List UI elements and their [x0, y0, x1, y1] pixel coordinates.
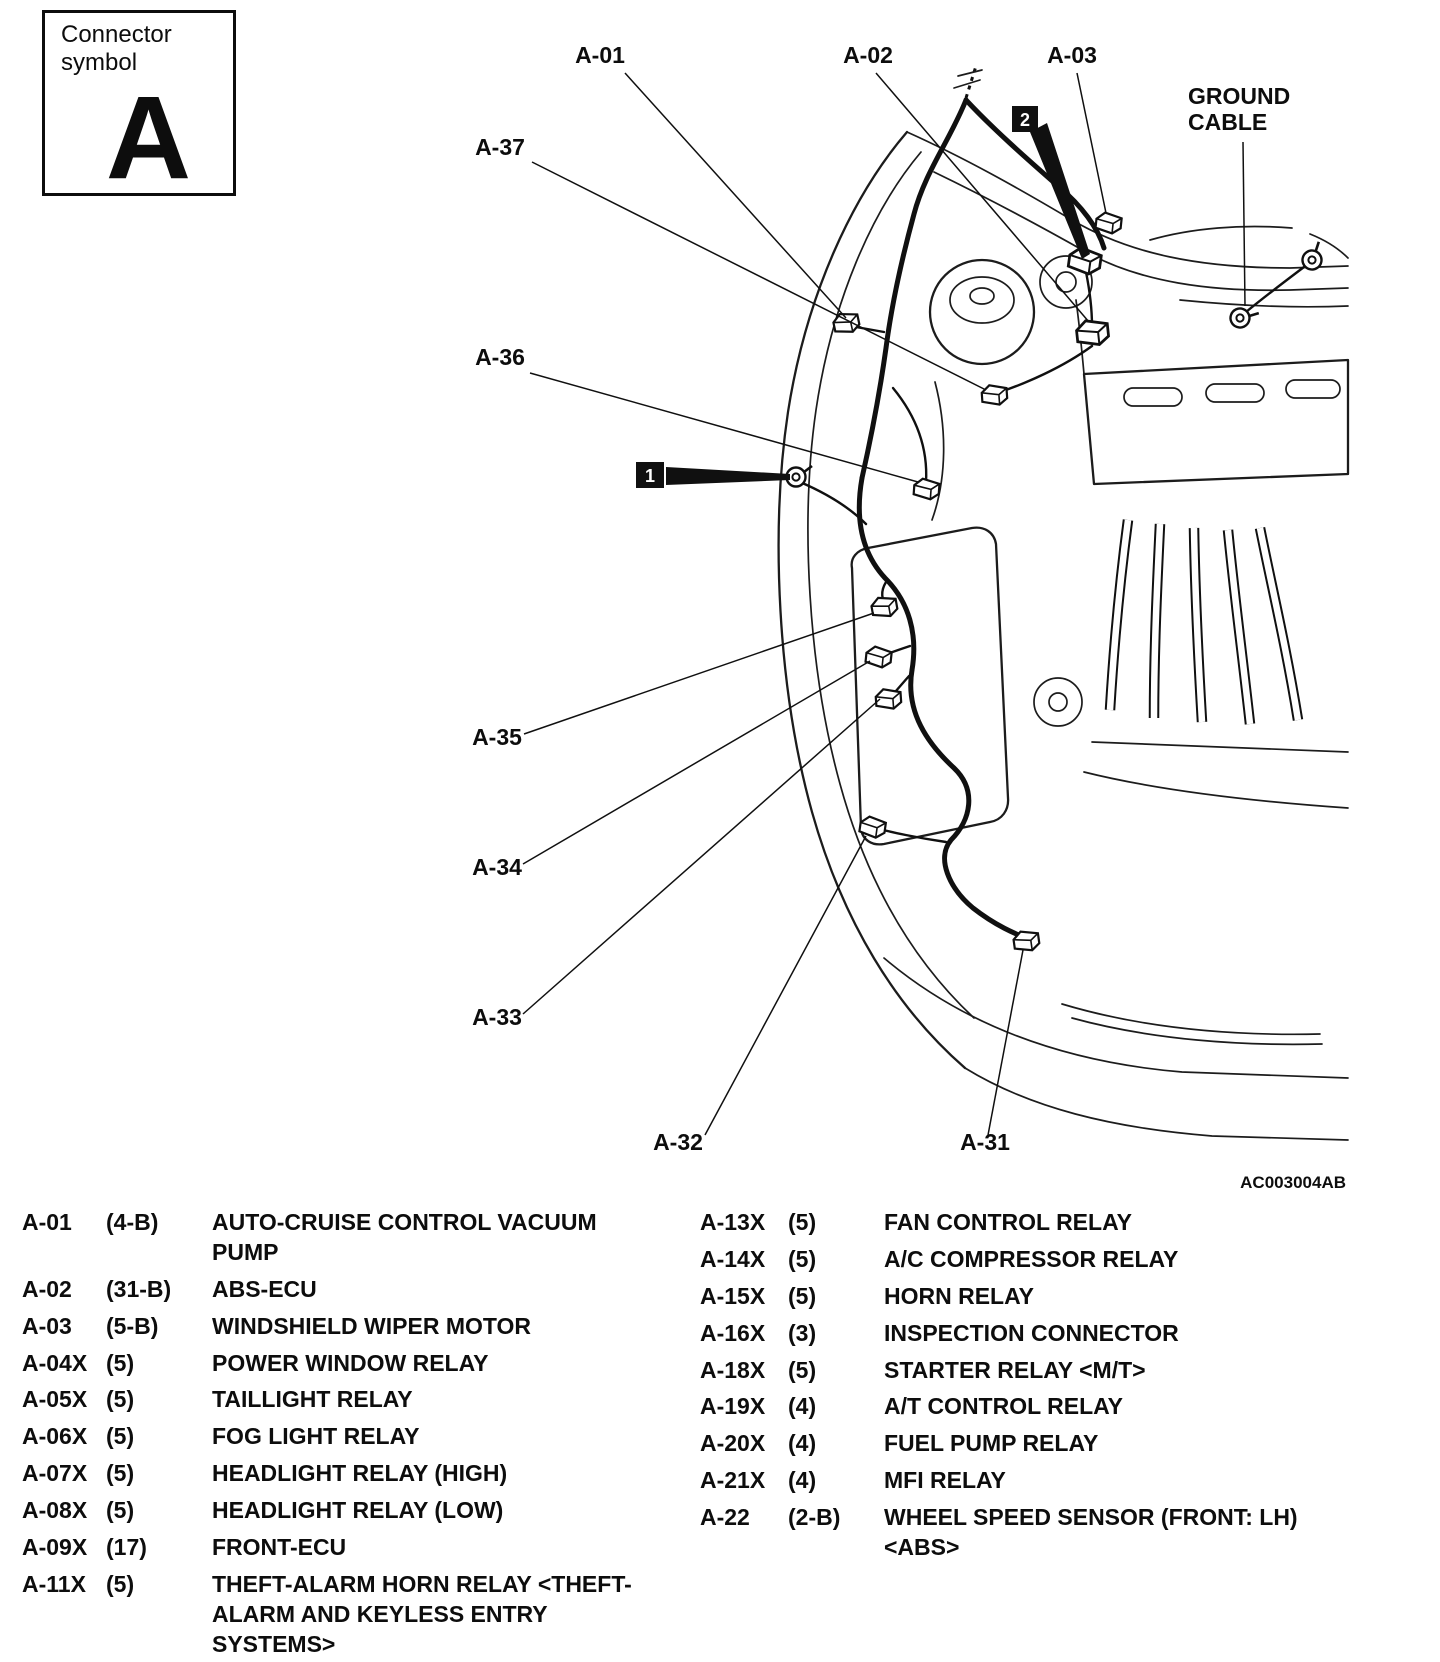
connector-pins: (31-B): [106, 1275, 172, 1302]
connector-label-a01: A-01: [575, 42, 625, 68]
figure-code: AC003004AB: [1240, 1173, 1346, 1192]
engine-block-line-2: [1084, 772, 1348, 808]
table-row: [22, 1385, 690, 1415]
connector-label-a37: A-37: [475, 134, 525, 160]
connector-pins: (5): [788, 1356, 817, 1383]
connector-code: A-16X: [700, 1319, 766, 1346]
legend-title-line1: Connector: [61, 21, 172, 48]
connector-desc: FRONT-ECU: [212, 1534, 347, 1561]
connector-code: A-09X: [22, 1534, 88, 1561]
table-row: [700, 1282, 1435, 1312]
connector-desc: STARTER RELAY <M/T>: [884, 1356, 1146, 1383]
connector-desc: TAILLIGHT RELAY: [212, 1386, 413, 1413]
inner-fender-cut: [932, 382, 944, 520]
table-row: [700, 1356, 1435, 1386]
connector-pins: (4): [788, 1467, 817, 1494]
grille-slot-bottom: [1072, 1018, 1322, 1044]
connector-pins: (5): [106, 1349, 135, 1376]
connector-pins: (4): [788, 1393, 817, 1420]
connector-pins: (4-B): [106, 1209, 159, 1235]
connector-pins: (5): [106, 1423, 135, 1450]
strut-cap-center: [970, 288, 994, 304]
connector-label-a32: A-32: [653, 1129, 703, 1155]
connector-pins: (5): [106, 1460, 135, 1487]
connector-pins: (5): [788, 1245, 817, 1272]
connector-code: A-19X: [700, 1393, 766, 1420]
connector-pins: (4): [788, 1430, 817, 1457]
valve-cover-slot-1: [1124, 388, 1182, 406]
connector-code: A-07X: [22, 1460, 88, 1487]
connector-desc: THEFT-ALARM HORN RELAY <THEFT-ALARM AND KEYLESS ENTRY SYSTEMS>: [212, 1570, 632, 1657]
leader-a01: [625, 73, 846, 318]
connector-pins: (17): [106, 1534, 147, 1561]
cowl-line-2: [934, 172, 1348, 290]
connector-code: A-02: [22, 1275, 72, 1302]
branch-wire-a32: [876, 828, 946, 842]
callout-2-marker: [1012, 106, 1090, 259]
connector-code: A-01: [22, 1209, 72, 1235]
valve-cover-slot-3: [1286, 380, 1340, 398]
connector-label-a02: A-02: [843, 42, 893, 68]
headlamp-panel: [852, 528, 1008, 845]
connector-label-a36: A-36: [475, 344, 525, 370]
brake-booster-center: [1056, 272, 1076, 292]
connector-code: A-14X: [700, 1245, 766, 1272]
connector-table-left: [22, 1208, 690, 1662]
connector-pins: (5): [788, 1209, 817, 1235]
callout-1-marker: [636, 462, 790, 488]
connector-icon-a37: [981, 384, 1007, 406]
connector-desc: POWER WINDOW RELAY: [212, 1349, 489, 1376]
table-row: [22, 1349, 690, 1379]
engine-block-line-1: [1092, 742, 1348, 752]
connector-pins: (5): [106, 1386, 135, 1413]
connector-icon-a02: [1076, 319, 1110, 347]
connector-code: A-11X: [22, 1570, 86, 1597]
connector-label-a35: A-35: [472, 724, 522, 750]
cowl-line-1: [907, 132, 1348, 268]
connector-code: A-08X: [22, 1497, 88, 1524]
harness-break-ticks: [954, 70, 982, 88]
connector-table-right: [700, 1208, 1435, 1570]
connector-desc: FUEL PUMP RELAY: [884, 1430, 1099, 1457]
connector-desc: A/C COMPRESSOR RELAY: [884, 1245, 1179, 1272]
connector-code: A-03: [22, 1312, 72, 1339]
engine-mount: [1034, 678, 1082, 726]
table-row: [700, 1245, 1435, 1275]
connector-symbol-letter: A: [105, 71, 189, 204]
connector-desc: HEADLIGHT RELAY (LOW): [212, 1497, 504, 1524]
table-row: [22, 1459, 690, 1489]
legend-title-line2: symbol: [61, 48, 138, 76]
leader-ground-cable: [1243, 142, 1245, 306]
connector-code: A-13X: [700, 1209, 766, 1235]
connector-pins: (5): [788, 1282, 817, 1309]
connector-label-a31: A-31: [960, 1129, 1010, 1155]
connector-label-a33: A-33: [472, 1004, 522, 1030]
connector-code: A-05X: [22, 1386, 88, 1413]
leader-a03: [1077, 73, 1106, 213]
engine-valve-cover: [1084, 360, 1348, 484]
connector-label-a34: A-34: [472, 854, 522, 880]
connector-desc: WHEEL SPEED SENSOR (FRONT: LH) <ABS>: [884, 1504, 1298, 1561]
spark-plug-wires: [1110, 520, 1298, 724]
connector-desc: ABS-ECU: [212, 1275, 317, 1302]
bumper-line-1: [965, 1068, 1348, 1140]
table-row: [22, 1208, 690, 1268]
connector-icon-a35: [870, 595, 898, 619]
connector-desc: HORN RELAY: [884, 1282, 1034, 1309]
ground-eyelet-icon-2: [1228, 304, 1259, 332]
connector-desc: MFI RELAY: [884, 1467, 1006, 1494]
connector-icon-a34: [865, 646, 892, 669]
leader-a32: [705, 836, 866, 1135]
car-body-art: [779, 132, 1348, 1140]
connector-code: A-21X: [700, 1467, 766, 1494]
table-row: [22, 1422, 690, 1452]
connector-label-a03: A-03: [1047, 42, 1097, 68]
connector-desc: HEADLIGHT RELAY (HIGH): [212, 1460, 508, 1487]
connector-desc: FOG LIGHT RELAY: [212, 1423, 420, 1450]
leader-a36: [530, 373, 918, 482]
strut-cap: [950, 277, 1014, 323]
connector-pins: (5): [106, 1497, 135, 1524]
ground-strap-wire: [800, 482, 866, 524]
table-row: [22, 1533, 690, 1563]
table-row: [700, 1208, 1435, 1238]
ground-cable-label-line1: GROUND: [1188, 83, 1291, 109]
leader-a35: [524, 613, 874, 734]
branch-wire-a36: [893, 388, 926, 482]
strut-tower: [930, 260, 1034, 364]
table-row: [22, 1312, 690, 1342]
connector-code: A-15X: [700, 1282, 766, 1309]
connector-code: A-06X: [22, 1423, 88, 1450]
callout-1-number: 1: [644, 466, 656, 486]
valve-cover-slot-2: [1206, 384, 1264, 402]
table-row: [22, 1570, 690, 1660]
table-row: [700, 1503, 1435, 1563]
wiring-harness: [800, 66, 1308, 938]
connector-code: A-22: [700, 1504, 750, 1531]
connector-desc: FAN CONTROL RELAY: [884, 1209, 1132, 1235]
table-row: [22, 1496, 690, 1526]
connector-pins: (5): [106, 1570, 135, 1597]
connector-pins: (3): [788, 1319, 817, 1346]
ground-cable-label-line2: CABLE: [1188, 109, 1268, 135]
table-row: [700, 1466, 1435, 1496]
connector-pins: (5-B): [106, 1312, 159, 1339]
connector-pins: (2-B): [788, 1504, 841, 1531]
connector-desc: AUTO-CRUISE CONTROL VACUUM PUMP: [212, 1209, 597, 1265]
table-row: [700, 1392, 1435, 1422]
engine-mount-center: [1049, 693, 1067, 711]
connector-code: A-20X: [700, 1430, 766, 1457]
table-row: [700, 1429, 1435, 1459]
hood-edge-line: [1180, 300, 1348, 307]
fender-outline: [779, 132, 965, 1068]
connector-desc: A/T CONTROL RELAY: [884, 1393, 1123, 1420]
connector-code: A-04X: [22, 1349, 88, 1376]
grille-slot-top: [1062, 1004, 1320, 1034]
table-row: [22, 1275, 690, 1305]
connector-desc: INSPECTION CONNECTOR: [884, 1319, 1179, 1346]
connector-desc: WINDSHIELD WIPER MOTOR: [212, 1312, 532, 1339]
connector-code: A-18X: [700, 1356, 766, 1383]
ground-cable-wire: [1246, 264, 1308, 312]
callout-2-number: 2: [1019, 110, 1031, 130]
table-row: [700, 1319, 1435, 1349]
leader-a31: [988, 950, 1023, 1135]
